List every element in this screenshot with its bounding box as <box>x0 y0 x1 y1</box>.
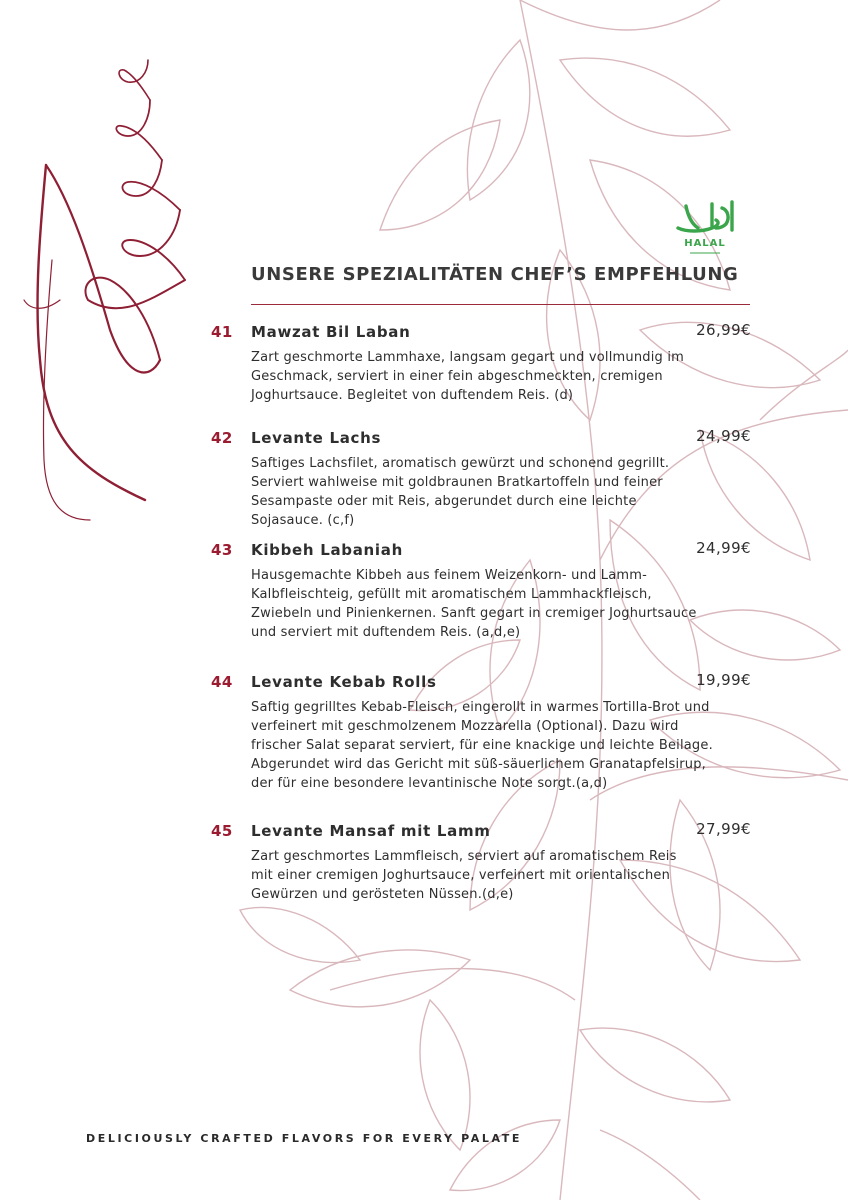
item-price: 26,99€ <box>696 321 751 339</box>
menu-script-title <box>0 0 240 560</box>
item-description: Hausgemachte Kibbeh aus feinem Weizenkorn- und Lamm-Kalbfleischteig, gefüllt mit aromatischem Lammhackfleisch, Zwiebeln und Pinienkernen. Sanft gegart in cremiger Joghurtsauce und serviert mit duftendem Reis. (a,d,e) <box>251 568 697 640</box>
item-description: Zart geschmortes Lammfleisch, serviert auf aromatischem Reis mit einer cremigen Joghurtsauce, verfeinert mit orientalischen Gewürzen und gerösteten Nüssen.(d,e) <box>251 849 677 902</box>
halal-label: HALAL <box>684 238 726 249</box>
item-name: Levante Kebab Rolls <box>251 673 437 691</box>
item-name: Kibbeh Labaniah <box>251 541 403 559</box>
item-description: Saftiges Lachsfilet, aromatisch gewürzt und schonend gegrillt. Serviert wahlweise mit goldbraunen Bratkartoffeln und feiner Sesampaste oder mit Reis, abgerundet durch eine leichte Sojasauce. (c,f) <box>251 456 670 528</box>
halal-badge <box>672 198 738 260</box>
item-price: 24,99€ <box>696 539 751 557</box>
item-price: 27,99€ <box>696 820 751 838</box>
section-divider <box>251 304 750 305</box>
item-description: Zart geschmorte Lammhaxe, langsam gegart und vollmundig im Geschmack, serviert in einer fein abgeschmeckten, cremigen Joghurtsauce. Begleitet von duftendem Reis. (d) <box>251 350 684 403</box>
item-number: 45 <box>211 822 233 840</box>
item-description: Saftig gegrilltes Kebab-Fleisch, eingerollt in warmes Tortilla-Brot und verfeinert mit geschmolzenem Mozzarella (Optional). Dazu wird frischer Salat separat serviert, für eine knackige und leichte Beilage. Abgerundet wird das Gericht mit süß-säuerlichem Granatapfelsirup, der für eine besondere levantinische Note sorgt.(a,d) <box>251 700 713 791</box>
item-price: 24,99€ <box>696 427 751 445</box>
item-name: Levante Lachs <box>251 429 382 447</box>
section-title: UNSERE SPEZIALITÄTEN CHEF’S EMPFEHLUNG <box>251 264 739 285</box>
footer-tagline: DELICIOUSLY CRAFTED FLAVORS FOR EVERY PALATE <box>86 1132 522 1145</box>
item-number: 44 <box>211 673 233 691</box>
item-name: Mawzat Bil Laban <box>251 323 411 341</box>
halal-arabic-logo-icon <box>672 198 738 240</box>
halal-underline-icon <box>672 252 738 254</box>
item-price: 19,99€ <box>696 671 751 689</box>
item-number: 41 <box>211 323 233 341</box>
item-name: Levante Mansaf mit Lamm <box>251 822 491 840</box>
item-number: 42 <box>211 429 233 447</box>
item-number: 43 <box>211 541 233 559</box>
